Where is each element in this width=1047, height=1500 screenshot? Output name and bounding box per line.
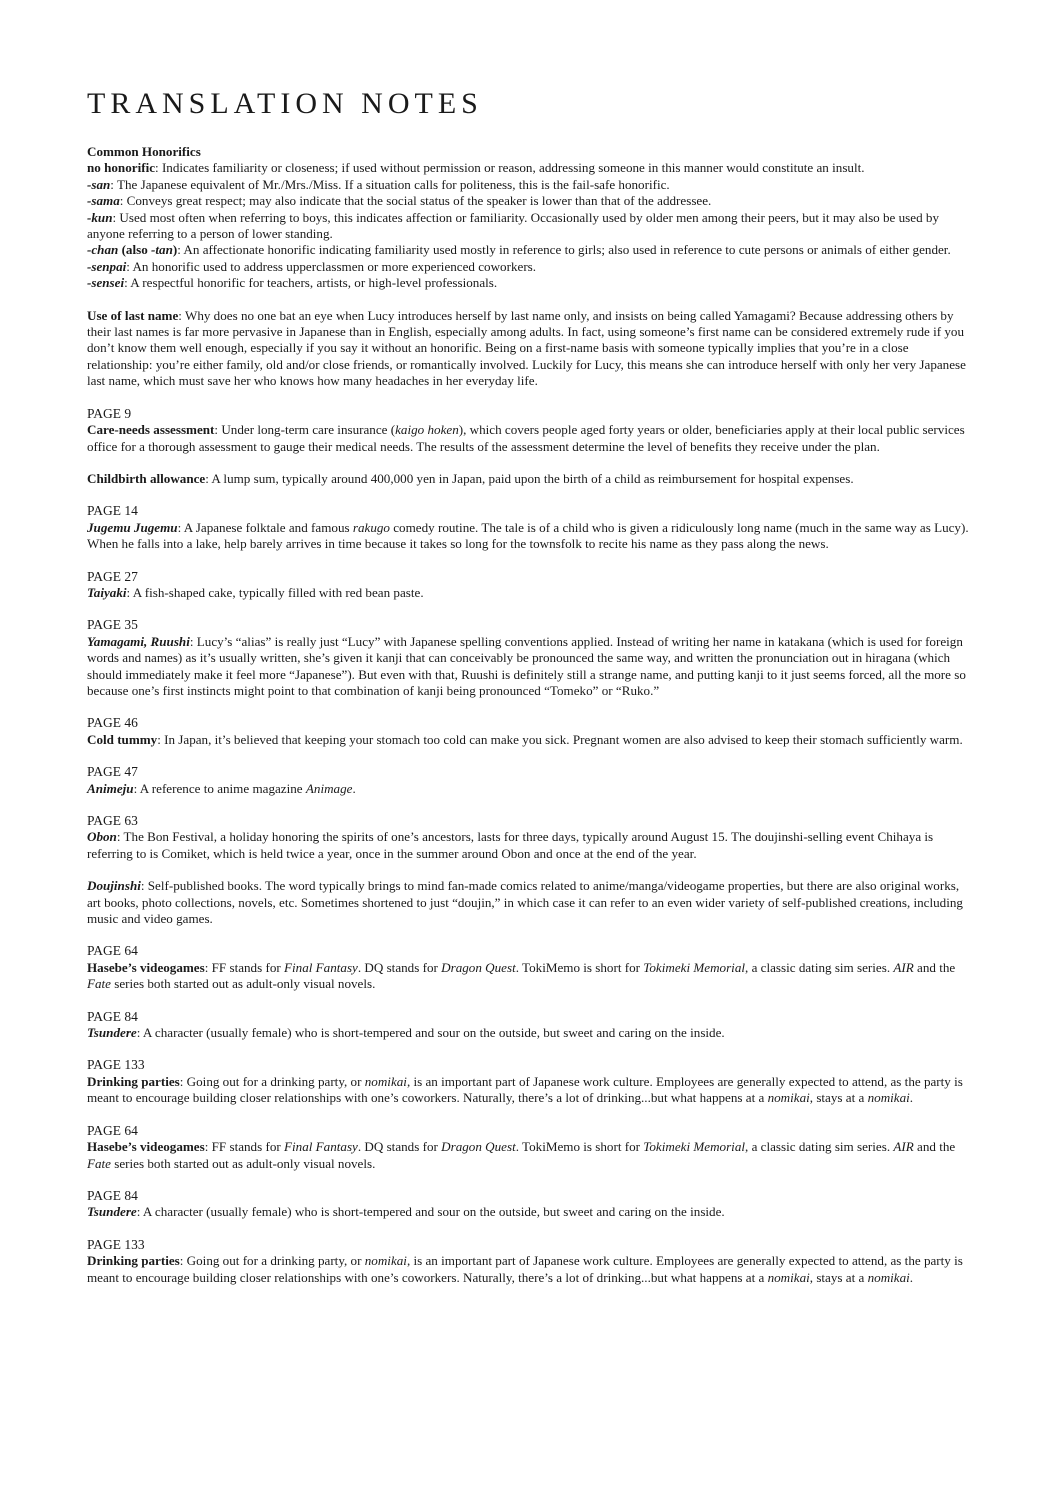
note-term: Animeju: [87, 780, 134, 796]
note-italic: Fate: [87, 976, 111, 992]
note-italic: Dragon Quest: [441, 959, 516, 975]
note-entry: [87, 1253, 969, 1286]
note-text: : An affectionate honorific indicating familiarity used mostly in reference to girls; also used in reference to cute persons or animals of either gender.: [177, 242, 951, 258]
note-term-connector: (also: [118, 242, 152, 258]
section-heading: Common Honorifics: [87, 144, 201, 159]
note-entry: [87, 1025, 969, 1041]
note-text: ), which covers people aged forty years or older, beneficiaries apply at their local public services office for a thorough assessment to gauge their medical needs. The results of the assessment determine the level of benefits they receive under the plan.: [87, 422, 965, 454]
note-text: series both started out as adult-only visual novels.: [111, 1155, 376, 1171]
page-64-section: [87, 943, 969, 992]
note-italic: Tokimeki Memorial: [643, 959, 746, 975]
note-term: Hasebe’s videogames: [87, 959, 205, 975]
note-term: -sama: [87, 193, 120, 209]
page-9-section: [87, 406, 969, 488]
page-35-section: [87, 617, 969, 699]
note-entry: [87, 1074, 969, 1107]
note-text: : In Japan, it’s believed that keeping your stomach too cold can make you sick. Pregnant women are also advised to keep their stomach sufficiently warm.: [157, 731, 963, 747]
note-italic: nomikai: [867, 1269, 910, 1285]
page-heading: PAGE 84: [87, 1187, 138, 1203]
note-term: Taiyaki: [87, 584, 127, 600]
page-heading: PAGE 133: [87, 1236, 145, 1252]
note-text: , a classic dating sim series.: [745, 959, 894, 975]
note-text: . TokiMemo is short for: [515, 959, 644, 975]
note-entry: [87, 781, 969, 797]
note-italic: nomikai: [767, 1090, 810, 1106]
note-term: Yamagami, Ruushi: [87, 633, 190, 649]
note-text: series both started out as adult-only visual novels.: [111, 976, 376, 992]
note-term: Tsundere: [87, 1204, 137, 1220]
note-italic: Dragon Quest: [441, 1139, 516, 1155]
note-entry: [87, 275, 969, 291]
note-entry: [87, 585, 969, 601]
note-entry: [87, 308, 969, 390]
note-italic: nomikai: [364, 1073, 407, 1089]
note-italic: rakugo: [352, 519, 390, 535]
note-italic: kaigo hoken: [395, 422, 459, 438]
note-term: -chan: [87, 242, 119, 258]
note-italic: Final Fantasy: [284, 1139, 358, 1155]
note-text: : Going out for a drinking party, or: [179, 1253, 365, 1269]
page-84-section: [87, 1009, 969, 1042]
note-text: : FF stands for: [204, 959, 285, 975]
note-italic: Tokimeki Memorial: [643, 1139, 746, 1155]
note-text: , is an important part of Japanese work culture. Employees are generally expected to attend, as the party is meant to encourage building closer relationships with one’s coworkers. Naturally, there’s a lot of drinking...but what happens at a: [87, 1253, 963, 1285]
note-entry: [87, 422, 969, 455]
note-term: Doujinshi: [87, 878, 141, 894]
note-text: and the: [913, 1139, 956, 1155]
note-text: : FF stands for: [204, 1139, 285, 1155]
note-term: Use of last name: [87, 307, 179, 323]
page-heading: PAGE 64: [87, 943, 138, 959]
page-heading: PAGE 27: [87, 568, 138, 584]
note-entry: [87, 829, 969, 862]
page-heading: PAGE 46: [87, 715, 138, 731]
last-name-section: [87, 308, 969, 390]
note-term: Hasebe’s videogames: [87, 1139, 205, 1155]
note-text: : A character (usually female) who is short-tempered and sour on the outside, but sweet and caring on the inside.: [136, 1025, 725, 1041]
page-27-section: [87, 569, 969, 602]
note-italic: Final Fantasy: [284, 959, 358, 975]
note-text: : The Bon Festival, a holiday honoring the spirits of one’s ancestors, lasts for three days, typically around August 15. The doujinshi-selling event Chihaya is referring to is Comiket, which is held twice a year, once in the summer around Obon and once at the end of the year.: [87, 829, 934, 861]
note-italic: nomikai: [767, 1269, 810, 1285]
page-47-section: [87, 764, 969, 797]
note-term: -senpai: [87, 258, 127, 274]
honorifics-section: [87, 144, 969, 292]
page-title: TRANSLATION NOTES: [87, 87, 483, 120]
note-text: comedy routine. The tale is of a child who is given a ridiculously long name (much in the same way as Lucy). When he falls into a lake, help barely arrives in time because it takes so long for the townsfolk to recite his name as they pass along the news.: [87, 519, 969, 552]
note-text: : A lump sum, typically around 400,000 yen in Japan, paid upon the birth of a child as reimbursement for hospital expenses.: [205, 470, 854, 486]
note-text: : Lucy’s “alias” is really just “Lucy” with Japanese spelling conventions applied. Instead of writing her name in katakana (which is used for foreign words and names) as it’s usually written, she’s given it kanji that can conceivably be pronounced the same way, and written the pronunciation out in hiragana (which should immediately make it feel more “Japanese”). But even with that, Ruushi is definitely still a strange name, and putting kanji to it just seems forced, all the more so because one’s first instincts might point to that combination of kanji being pronounced “Tomeko” or “Ruko.”: [87, 633, 966, 698]
note-text: : Why does no one bat an eye when Lucy introduces herself by last name only, and insists on being called Yamagami? Because addressing others by their last names is far more pervasive in Japanese than in English, especially among adults. In fact, using someone’s first name can be considered extremely rude if you don’t know them well enough, especially if you say it without an honorific. Being on a first-name basis with someone typically implies that you’re in a close relationship: you’re either family, old and/or close friends, or romantically involved. Luckily for Lucy, this means she can introduce herself with only her very Japanese last name, which must save her who knows how many headaches in her everyday life.: [87, 307, 966, 389]
note-term: Drinking parties: [87, 1253, 180, 1269]
note-entry: [87, 960, 969, 993]
note-entry: [87, 878, 969, 927]
note-entry: [87, 732, 969, 748]
note-text: , stays at a: [809, 1090, 868, 1106]
note-text: . TokiMemo is short for: [515, 1139, 644, 1155]
page-heading: PAGE 84: [87, 1008, 138, 1024]
note-entry: [87, 471, 969, 487]
note-term: -tan: [151, 242, 173, 258]
note-entry: [87, 210, 969, 243]
note-text: .: [352, 780, 356, 796]
note-text: , stays at a: [809, 1269, 868, 1285]
note-entry: [87, 520, 969, 553]
note-entry: [87, 1204, 969, 1220]
note-text: : A respectful honorific for teachers, artists, or high-level professionals.: [124, 275, 498, 291]
note-term: -sensei: [87, 275, 125, 291]
note-text: : An honorific used to address upperclassmen or more experienced coworkers.: [126, 258, 537, 274]
page-14-section: [87, 503, 969, 552]
note-entry: [87, 193, 969, 209]
note-term: -san: [87, 176, 111, 192]
page-heading: PAGE 9: [87, 405, 132, 421]
note-entry: [87, 634, 969, 700]
note-text: : Conveys great respect; may also indicate that the social status of the speaker is lower than that of the addressee.: [119, 193, 712, 209]
page-46-section: [87, 715, 969, 748]
note-term: Obon: [87, 829, 117, 845]
page-heading: PAGE 133: [87, 1057, 145, 1073]
note-italic: nomikai: [867, 1090, 910, 1106]
note-text: : A character (usually female) who is short-tempered and sour on the outside, but sweet and caring on the inside.: [136, 1204, 725, 1220]
note-italic: AIR: [893, 959, 914, 975]
note-text: : Going out for a drinking party, or: [179, 1073, 365, 1089]
note-term: Tsundere: [87, 1025, 137, 1041]
note-text: , is an important part of Japanese work culture. Employees are generally expected to attend, as the party is meant to encourage building closer relationships with one’s coworkers. Naturally, there’s a lot of drinking...but what happens at a: [87, 1073, 963, 1106]
note-text: : A fish-shaped cake, typically filled with red bean paste.: [126, 584, 424, 600]
note-italic: Fate: [87, 1155, 111, 1171]
note-text: and the: [913, 959, 956, 975]
note-text: .: [909, 1269, 914, 1285]
note-text: .: [909, 1090, 914, 1106]
note-term: -kun: [87, 209, 113, 225]
note-text: . DQ stands for: [357, 959, 442, 975]
note-term: Jugemu Jugemu: [87, 519, 178, 535]
note-text: , a classic dating sim series.: [745, 1139, 894, 1155]
notes-content: [87, 144, 969, 1286]
note-entry: [87, 1139, 969, 1172]
note-text: : A Japanese folktale and famous: [177, 519, 353, 535]
note-term: Childbirth allowance: [87, 470, 206, 486]
note-term: Drinking parties: [87, 1073, 180, 1089]
page-84-repeat-section: [87, 1188, 969, 1221]
note-text: : Used most often when referring to boys, this indicates affection or familiarity. Occasionally used by older men among their peers, but it may also be used by anyone referring to a person of lower standing.: [87, 209, 939, 242]
note-entry: [87, 177, 969, 193]
note-text: : A reference to anime magazine: [133, 780, 306, 796]
note-italic: Animage: [305, 780, 353, 796]
page-heading: PAGE 47: [87, 764, 138, 780]
page-133-repeat-section: [87, 1237, 969, 1286]
page-64-repeat-section: [87, 1123, 969, 1172]
note-term: no honorific: [87, 160, 156, 176]
note-text: : The Japanese equivalent of Mr./Mrs./Miss. If a situation calls for politeness, this is the fail-safe honorific.: [110, 176, 670, 192]
note-term-connector: ): [172, 242, 178, 258]
note-entry: [87, 242, 969, 258]
note-text: . DQ stands for: [357, 1139, 442, 1155]
note-italic: nomikai: [364, 1253, 407, 1269]
page-63-section: [87, 813, 969, 927]
note-term: Cold tummy: [87, 731, 158, 747]
page-heading: PAGE 64: [87, 1122, 138, 1138]
note-entry: [87, 160, 969, 176]
note-italic: AIR: [893, 1139, 914, 1155]
page-heading: PAGE 35: [87, 617, 138, 633]
note-text: : Indicates familiarity or closeness; if used without permission or reason, addressing someone in this manner would constitute an insult.: [155, 160, 865, 176]
note-text: : Self-published books. The word typically brings to mind fan-made comics related to anime/manga/videogame properties, but there are also original works, art books, photo collections, novels, etc. Sometimes shortened to just “doujin,” in which case it can refer to an even wider variety of self-published creations, including music and video games.: [87, 878, 963, 927]
page-heading: PAGE 63: [87, 813, 138, 828]
note-entry: [87, 259, 969, 275]
page-133-section: [87, 1057, 969, 1106]
note-text: : Under long-term care insurance (: [214, 422, 396, 438]
translation-notes-page: [87, 84, 969, 1302]
page-heading: PAGE 14: [87, 503, 138, 519]
note-term: Care-needs assessment: [87, 422, 215, 438]
